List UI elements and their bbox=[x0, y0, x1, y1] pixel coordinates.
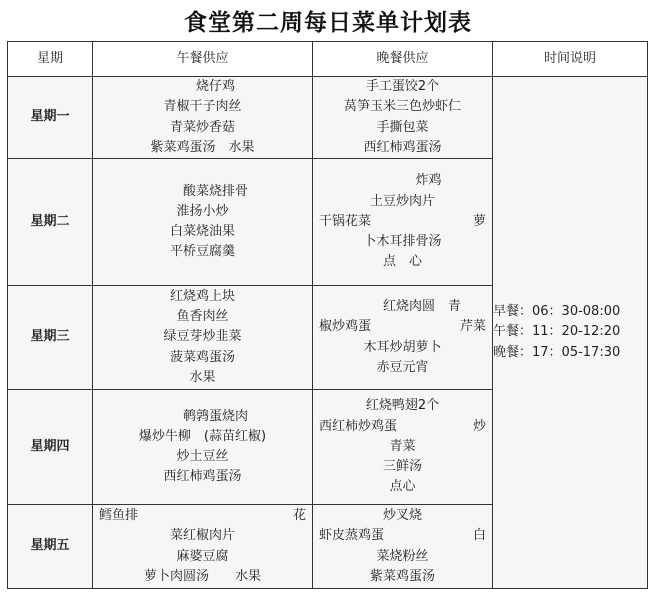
dinner-cell bbox=[313, 286, 493, 390]
dish-line: 烧仔鸡 bbox=[169, 79, 235, 95]
dish-line: 红烧肉圆 青 bbox=[343, 299, 461, 315]
dish-line: 点 心 bbox=[382, 254, 422, 270]
page-title: 食堂第二周每日菜单计划表 bbox=[184, 10, 472, 36]
dish-line: 土豆炒肉片 bbox=[369, 193, 435, 209]
header-day: 星期 bbox=[8, 42, 93, 77]
dish-line bbox=[313, 317, 492, 337]
lunch-cell bbox=[93, 159, 313, 286]
dish-line: 手撕包菜 bbox=[376, 119, 429, 135]
dish-line: 鹌鹑蛋烧肉 bbox=[156, 408, 248, 424]
lunch-cell bbox=[93, 390, 313, 505]
header-row bbox=[8, 42, 648, 77]
dish-line: 红烧鸡上块 bbox=[169, 288, 235, 304]
dish-line: 红烧鸭翅2个 bbox=[365, 398, 440, 414]
dish-line: 青菜 bbox=[389, 438, 416, 454]
dish-line: 爆炒牛柳 (蒜苗红椒) bbox=[138, 428, 267, 444]
header-lunch: 午餐供应 bbox=[93, 42, 313, 77]
dish-part: 西红柿炒鸡蛋 bbox=[319, 418, 398, 434]
dish-line: 绿豆芽炒韭菜 bbox=[163, 329, 242, 345]
dish-line: 青菜炒香菇 bbox=[169, 119, 235, 135]
lunch-cell bbox=[93, 77, 313, 159]
dish-line: 菜烧粉丝 bbox=[376, 548, 429, 564]
dish-line: 酸菜烧排骨 bbox=[156, 183, 248, 199]
time-note-line: 早餐：06：30-08:00 bbox=[493, 304, 621, 320]
dish-line: 白菜烧油果 bbox=[169, 224, 235, 239]
dish-part: 芹菜 bbox=[459, 319, 486, 335]
dish-part: 萝 bbox=[472, 213, 486, 229]
dish-part: 椒炒鸡蛋 bbox=[319, 319, 372, 335]
header-dinner: 晚餐供应 bbox=[313, 42, 493, 77]
dinner-cell bbox=[313, 505, 493, 589]
dish-line: 点心 bbox=[389, 479, 416, 495]
dinner-cell bbox=[313, 159, 493, 286]
dish-line: 三鲜汤 bbox=[382, 459, 422, 475]
time-note-line: 晚餐：17：05-17:30 bbox=[493, 344, 621, 360]
dish-line: 炒叉烧 bbox=[382, 508, 422, 524]
lunch-cell bbox=[93, 286, 313, 390]
dish-line: 手工蛋饺2个 bbox=[365, 79, 440, 95]
dish-line: 水果 bbox=[189, 369, 216, 385]
dinner-cell bbox=[313, 77, 493, 159]
dish-part: 白 bbox=[472, 528, 486, 544]
menu-body bbox=[8, 77, 648, 589]
dish-line: 赤豆元宵 bbox=[376, 359, 429, 375]
time-notes-cell bbox=[493, 77, 648, 589]
time-note-line: 午餐：11：20-12:20 bbox=[493, 324, 621, 340]
day-label: 星期四 bbox=[8, 390, 93, 505]
day-label: 星期三 bbox=[8, 286, 93, 390]
day-label: 星期五 bbox=[8, 505, 93, 589]
dish-part: 花 bbox=[292, 508, 306, 524]
dish-line: 萝卜肉圆汤 水果 bbox=[143, 568, 261, 584]
dish-line: 西红柿鸡蛋汤 bbox=[363, 139, 442, 155]
dish-line: 西红柿鸡蛋汤 bbox=[163, 469, 242, 485]
dish-line bbox=[93, 506, 312, 526]
header-time: 时间说明 bbox=[493, 42, 648, 77]
menu-table bbox=[7, 41, 648, 589]
dish-line: 淮扬小炒 bbox=[176, 203, 229, 219]
dish-part: 炒 bbox=[472, 418, 486, 434]
dish-line: 炒土豆丝 bbox=[176, 449, 229, 464]
dish-line bbox=[313, 212, 492, 232]
dish-line bbox=[313, 417, 492, 437]
dish-line: 菜红椒肉片 bbox=[169, 528, 235, 544]
dish-line: 青椒干子肉丝 bbox=[163, 99, 242, 115]
dish-line: 麻婆豆腐 bbox=[176, 548, 229, 564]
lunch-cell bbox=[93, 505, 313, 589]
dish-line: 鱼香肉丝 bbox=[176, 309, 229, 325]
dinner-cell bbox=[313, 390, 493, 505]
dish-line: 菠菜鸡蛋汤 bbox=[169, 349, 235, 365]
dish-line: 紫菜鸡蛋汤 bbox=[369, 568, 435, 584]
dish-line: 紫菜鸡蛋汤 水果 bbox=[150, 139, 255, 155]
dish-line: 莴笋玉米三色炒虾仁 bbox=[343, 99, 461, 115]
dish-line: 卜木耳排骨汤 bbox=[363, 234, 442, 250]
dish-line bbox=[313, 526, 492, 546]
dish-part: 干锅花菜 bbox=[319, 213, 372, 229]
dish-line: 木耳炒胡萝卜 bbox=[363, 339, 442, 355]
dish-line: 炸鸡 bbox=[363, 173, 442, 189]
dish-part: 虾皮蒸鸡蛋 bbox=[319, 528, 385, 544]
dish-part: 鳕鱼排 bbox=[99, 508, 139, 524]
table-row-mon bbox=[8, 77, 648, 159]
day-label: 星期二 bbox=[8, 159, 93, 286]
day-label: 星期一 bbox=[8, 77, 93, 159]
dish-line: 平桥豆腐羹 bbox=[169, 244, 235, 260]
